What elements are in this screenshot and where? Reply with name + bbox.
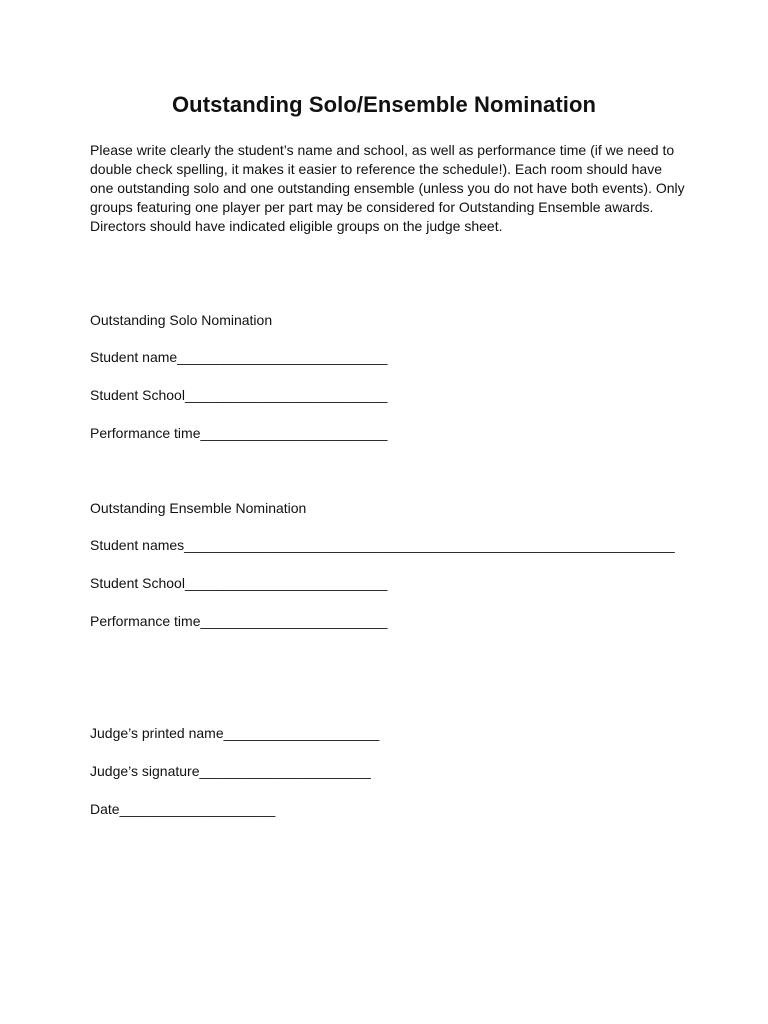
ensemble-section-heading: Outstanding Ensemble Nomination xyxy=(90,500,307,516)
instructions-line: one outstanding solo and one outstanding ensemble (unless you do not have both events). Only xyxy=(90,180,685,196)
judge-printed-name-field[interactable]: Judge’s printed name____________________ xyxy=(90,725,380,741)
ensemble-student-names-field[interactable]: Student names_______________________________________________________________ xyxy=(90,537,675,553)
ensemble-student-school-field[interactable]: Student School__________________________ xyxy=(90,575,388,591)
solo-student-name-field[interactable]: Student name___________________________ xyxy=(90,349,388,365)
date-field[interactable]: Date____________________ xyxy=(90,801,276,817)
judge-signature-field[interactable]: Judge’s signature______________________ xyxy=(90,763,371,779)
instructions-line: Please write clearly the student’s name and school, as well as performance time (if we need to xyxy=(90,142,675,158)
solo-student-school-field[interactable]: Student School__________________________ xyxy=(90,387,388,403)
instructions-line: double check spelling, it makes it easier to reference the schedule!). Each room should have xyxy=(90,161,662,177)
instructions-line: groups featuring one player per part may be considered for Outstanding Ensemble awards. xyxy=(90,199,654,215)
instructions-line: Directors should have indicated eligible groups on the judge sheet. xyxy=(90,218,503,234)
solo-section-heading: Outstanding Solo Nomination xyxy=(90,312,273,328)
page-title: Outstanding Solo/Ensemble Nomination xyxy=(171,92,597,117)
instructions-paragraph xyxy=(90,141,700,236)
solo-performance-time-field[interactable]: Performance time________________________ xyxy=(90,425,388,441)
ensemble-performance-time-field[interactable]: Performance time________________________ xyxy=(90,613,388,629)
